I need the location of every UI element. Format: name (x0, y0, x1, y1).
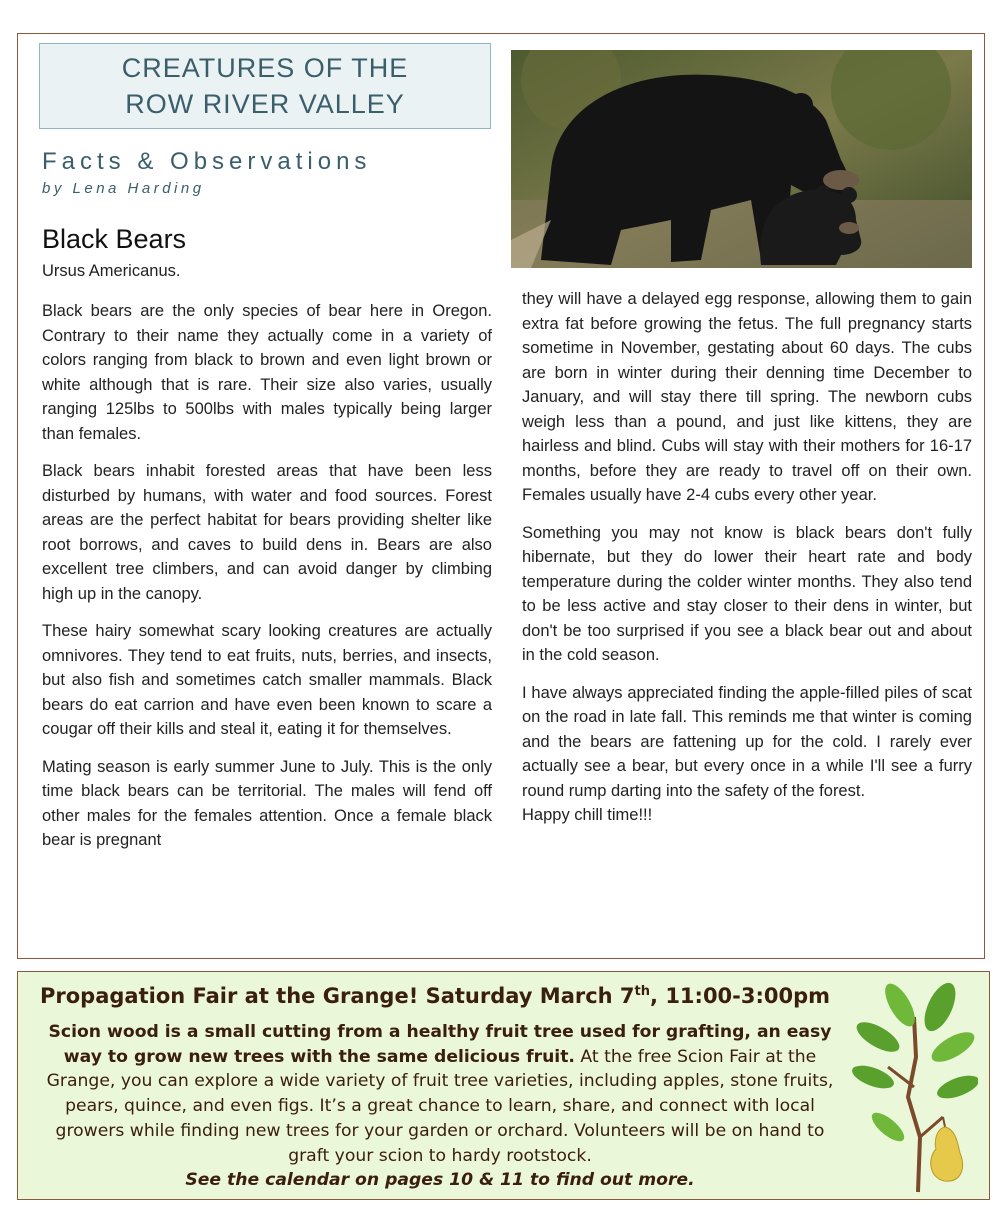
closing-line: Happy chill time!!! (522, 806, 653, 824)
paragraph: they will have a delayed egg response, allowing them to gain extra fat before growing the fetus. The full pregnancy starts sometime in November, gestating about 60 days. The cubs are born in winter during their denning time December to January, and will stay there till spring. The newborn cubs weigh less than a pound, and just like kittens, they are hairless and blind. Cubs will stay with their mothers for 16-17 months, before they are ready to travel off on their own. Females usually have 2-4 cubs every other year. (522, 290, 972, 504)
paragraph: I have always appreciated finding the apple-filled piles of scat on the road in late fall. This reminds me that winter is coming and the bears are fattening up for the cold. I rarely ever actually see a bear, but every once in a while I'll see a furry round rump darting into the safety of the forest. (522, 683, 972, 800)
paragraph: Something you may not know is black bears don't fully hibernate, but they do lower their heart rate and body temperature during the colder winter months. They also tend to be less active and stay closer to their dens in winter, but don't be too surprised if you see a black bear out and about in the cold season. (522, 523, 972, 664)
column-banner (39, 43, 491, 129)
bear-photo (511, 50, 972, 268)
section-subtitle: Facts & Observations (42, 148, 372, 175)
fair-description (36, 1020, 844, 1193)
fair-title-time: , 11:00-3:00pm (650, 984, 831, 1008)
banner-line-1: CREATURES OF THE (121, 53, 409, 83)
left-column-text (42, 299, 492, 866)
fair-title-main: Propagation Fair at the Grange! Saturday March 7 (40, 984, 635, 1008)
paragraph: Black bears are the only species of bear here in Oregon. Contrary to their name they actually come in a variety of colors ranging from black to brown and even light brown or white although that is rare. Their size also varies, usually ranging 125lbs to 500lbs with males typically being larger than females. (42, 302, 492, 443)
propagation-fair-box (17, 971, 990, 1200)
bear-article (17, 33, 985, 959)
fair-title (40, 984, 830, 1008)
banner-line-2: ROW RIVER VALLEY (125, 89, 405, 119)
paragraph: Black bears inhabit forested areas that have been less disturbed by humans, with water and food sources. Forest areas are the perfect habitat for bears providing shelter like root borrows, and caves to build dens in. Bears are also excellent tree climbers, and can avoid danger by climbing high up in the canopy. (42, 462, 492, 603)
bear-illustration (511, 50, 972, 268)
right-column-text (522, 287, 972, 841)
latin-name: Ursus Americanus. (42, 262, 181, 280)
byline: by Lena Harding (42, 180, 205, 197)
fair-body-text: At the free Scion Fair at the Grange, you can explore a wide variety of fruit tree varieties, including apples, stone fruits, pears, quince, and even figs. It’s a great chance to learn, share, and connect with local growers while finding new trees for your garden or orchard. Volunteers will be on hand to graft your scion to hardy rootstock. (46, 1046, 834, 1166)
fair-title-sup: th (634, 984, 651, 999)
fair-cta: See the calendar on pages 10 & 11 to find out more. (185, 1170, 695, 1191)
pear-branch-illustration (848, 977, 978, 1197)
fair-intro: Scion wood is a small cutting from a healthy fruit tree used for grafting, an easy way to grow new trees with the same delicious fruit. (48, 1022, 832, 1067)
paragraph: Mating season is early summer June to July. This is the only time black bears can be territorial. The males will fend off other males for the females attention. Once a female black bear is pregnant (42, 757, 492, 849)
paragraph: These hairy somewhat scary looking creatures are actually omnivores. They tend to eat fruits, nuts, berries, and insects, but also fish and sometimes catch smaller mammals. Black bears do eat carrion and have even been known to scare a cougar off their kills and steal it, eating it for themselves. (42, 622, 492, 738)
article-title: Black Bears (42, 224, 187, 254)
pear-branch-icon (848, 977, 978, 1197)
